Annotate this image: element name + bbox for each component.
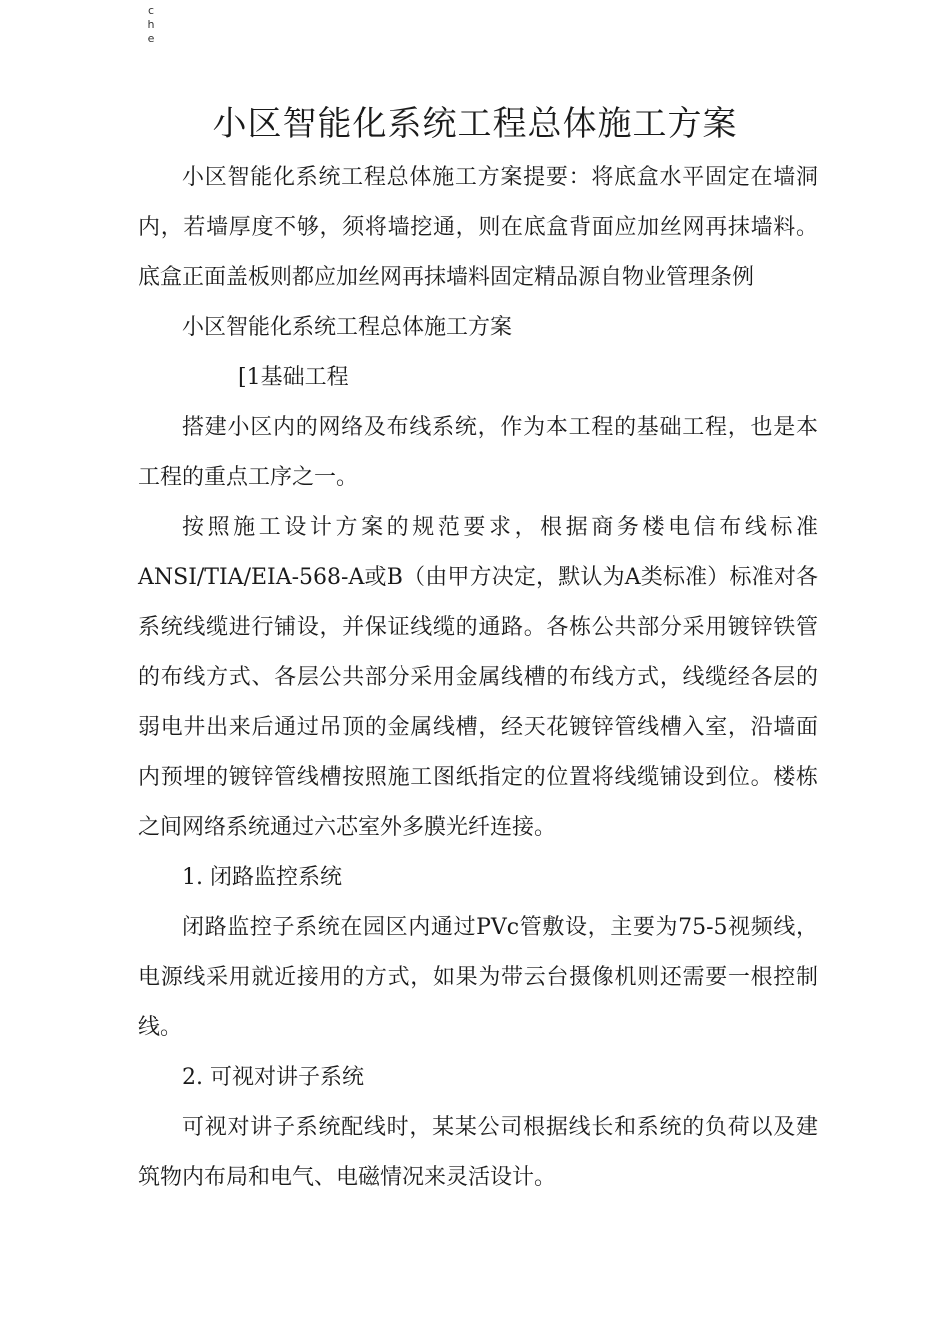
section-heading-intercom: 2. 可视对讲子系统 bbox=[182, 1065, 364, 1090]
section-heading-cctv: 1. 闭路监控系统 bbox=[182, 865, 342, 890]
cabling-paragraph: 按照施工设计方案的规范要求，根据商务楼电信布线标准ANSI/TIA/EIA-568-A或B（由甲方决定，默认为A类标准）标准对各系统线缆进行铺设，并保证线缆的通路。各栋公共部分采用镀锌铁管的布线方式、各层公共部分采用金属线槽的布线方式，线缆经各层的弱电井出来后通过吊顶的金属线槽，经天花镀锌管线槽入室，沿墙面内预埋的镀锌管线槽按照施工图纸指定的位置将线缆铺设到位。楼栋之间网络系统通过六芯室外多膜光纤连接。 bbox=[138, 515, 818, 840]
intercom-paragraph: 可视对讲子系统配线时，某某公司根据线长和系统的负荷以及建筑物内布局和电气、电磁情况来灵活设计。 bbox=[138, 1115, 818, 1190]
subtitle-paragraph: 小区智能化系统工程总体施工方案 bbox=[182, 315, 513, 340]
document-body bbox=[138, 153, 818, 1203]
foundation-paragraph: 搭建小区内的网络及布线系统，作为本工程的基础工程，也是本工程的重点工序之一。 bbox=[138, 415, 818, 490]
section-heading-foundation: [1基础工程 bbox=[238, 365, 349, 390]
corner-mark: che bbox=[147, 4, 155, 45]
cctv-paragraph: 闭路监控子系统在园区内通过PVc管敷设，主要为75-5视频线，电源线采用就近接用的方式，如果为带云台摄像机则还需要一根控制线。 bbox=[138, 915, 818, 1040]
summary-paragraph: 小区智能化系统工程总体施工方案提要：将底盒水平固定在墙洞内，若墙厚度不够，须将墙挖通，则在底盒背面应加丝网再抹墙料。底盒正面盖板则都应加丝网再抹墙料固定精品源自物业管理条例 bbox=[138, 165, 818, 290]
document-title: 小区智能化系统工程总体施工方案 bbox=[212, 104, 738, 144]
